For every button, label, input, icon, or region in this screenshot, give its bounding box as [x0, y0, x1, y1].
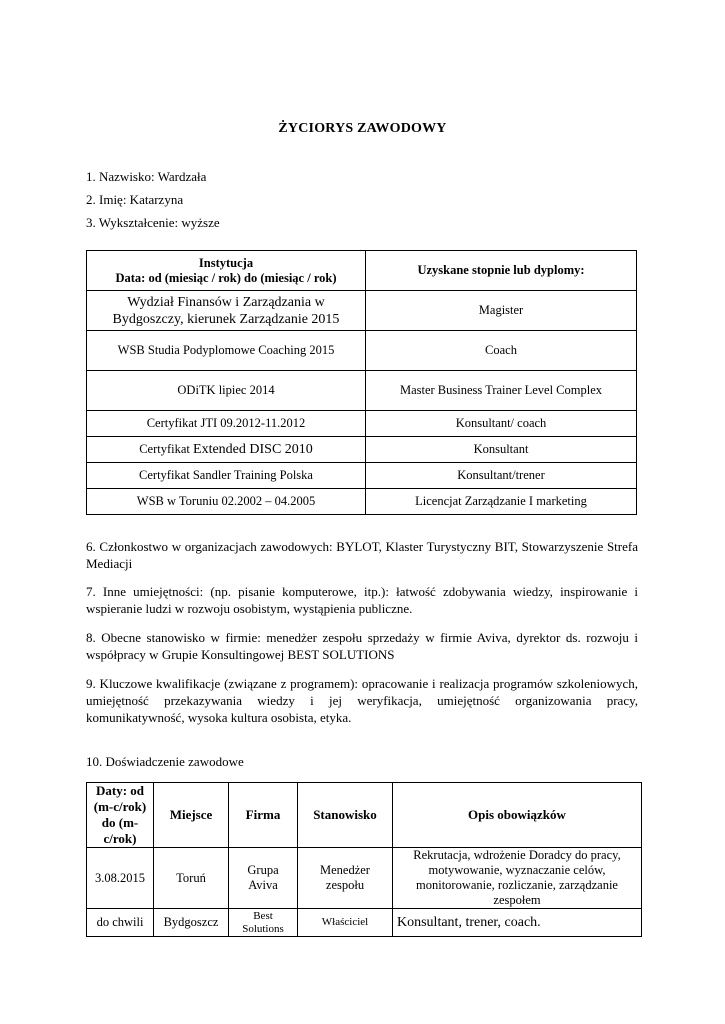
- position-cell: Menedżer zespołu: [298, 848, 393, 909]
- institution-cell: [87, 437, 366, 463]
- table-row: [87, 909, 642, 937]
- company-cell: Best Solutions: [229, 909, 298, 937]
- table-row: [87, 437, 637, 463]
- duties-cell: Rekrutacja, wdrożenie Doradcy do pracy, motywowanie, wyznaczanie celów, monitorowanie, rozliczanie, zarządzanie zespołem: [393, 848, 642, 909]
- document-title: ŻYCIORYS ZAWODOWY: [278, 121, 447, 136]
- header-degree: Uzyskane stopnie lub dyplomy:: [366, 251, 637, 291]
- duties-cell: Konsultant, trener, coach.: [393, 909, 642, 937]
- degree-cell: Licencjat Zarządzanie I marketing: [366, 489, 637, 515]
- institution-prefix: Certyfikat: [139, 441, 194, 456]
- institution-cell: WSB w Toruniu 02.2002 – 04.2005: [87, 489, 366, 515]
- position-paragraph: 8. Obecne stanowisko w firmie: menedżer zespołu sprzedaży w firmie Aviva, dyrektor ds. rozwoju i współpracy w Grupie Konsultingowej BEST SOLUTIONS: [86, 630, 638, 662]
- table-row: [87, 848, 642, 909]
- institution-cell: Wydział Finansów i Zarządzania w Bydgoszczy, kierunek Zarządzanie 2015: [87, 291, 366, 331]
- skills-paragraph: 7. Inne umiejętności: (np. pisanie komputerowe, itp.): łatwość zdobywania wiedzy, inspirowanie i wspieranie ludzi w rozwoju osobistym, wystąpienia publiczne.: [86, 584, 638, 616]
- header-dates: Daty: od (m-c/rok) do (m-c/rok): [87, 783, 154, 848]
- header-duties: Opis obowiązków: [393, 783, 642, 848]
- education-table-header: [87, 251, 637, 291]
- institution-cell: Certyfikat Sandler Training Polska: [87, 463, 366, 489]
- company-cell: Grupa Aviva: [229, 848, 298, 909]
- header-institution: [87, 251, 366, 291]
- degree-cell: Konsultant/ coach: [366, 411, 637, 437]
- table-row: [87, 411, 637, 437]
- table-row: [87, 331, 637, 371]
- table-row: [87, 291, 637, 331]
- table-row: [87, 371, 637, 411]
- header-position: Stanowisko: [298, 783, 393, 848]
- dates-cell: do chwili: [87, 909, 154, 937]
- dates-cell: 3.08.2015: [87, 848, 154, 909]
- degree-cell: Konsultant: [366, 437, 637, 463]
- institution-suffix: Extended DISC 2010: [193, 441, 313, 457]
- header-company: Firma: [229, 783, 298, 848]
- experience-table: [86, 782, 642, 937]
- table-row: [87, 463, 637, 489]
- degree-cell: Konsultant/trener: [366, 463, 637, 489]
- degree-cell: Magister: [366, 291, 637, 331]
- place-cell: Toruń: [154, 848, 229, 909]
- header-place: Miejsce: [154, 783, 229, 848]
- place-cell: Bydgoszcz: [154, 909, 229, 937]
- table-row: [87, 489, 637, 515]
- degree-cell: Master Business Trainer Level Complex: [366, 371, 637, 411]
- header-institution-line2: Data: od (miesiąc / rok) do (miesiąc / rok): [115, 270, 337, 285]
- education-line: 3. Wykształcenie: wyższe: [86, 215, 220, 230]
- institution-cell: WSB Studia Podyplomowe Coaching 2015: [87, 331, 366, 371]
- experience-table-header: [87, 783, 642, 848]
- experience-heading: 10. Doświadczenie zawodowe: [86, 754, 244, 769]
- institution-cell: ODiTK lipiec 2014: [87, 371, 366, 411]
- institution-cell: Certyfikat JTI 09.2012-11.2012: [87, 411, 366, 437]
- degree-cell: Coach: [366, 331, 637, 371]
- first-name-line: 2. Imię: Katarzyna: [86, 192, 184, 207]
- header-institution-line1: Instytucja: [198, 255, 254, 270]
- surname-line: 1. Nazwisko: Wardzała: [86, 169, 207, 184]
- position-cell: Właściciel: [298, 909, 393, 937]
- education-table: [86, 250, 637, 515]
- membership-paragraph: 6. Członkostwo w organizacjach zawodowych: BYLOT, Klaster Turystyczny BIT, Stowarzyszenie Strefa Mediacji: [86, 539, 638, 571]
- qualifications-paragraph: 9. Kluczowe kwalifikacje (związane z programem): opracowanie i realizacja programów szkoleniowych, umiejętność przekazywania wiedzy i jej weryfikacja, umiejętność organizowania pracy, komunikatywność, wysoka kultura osobista, etyka.: [86, 676, 638, 725]
